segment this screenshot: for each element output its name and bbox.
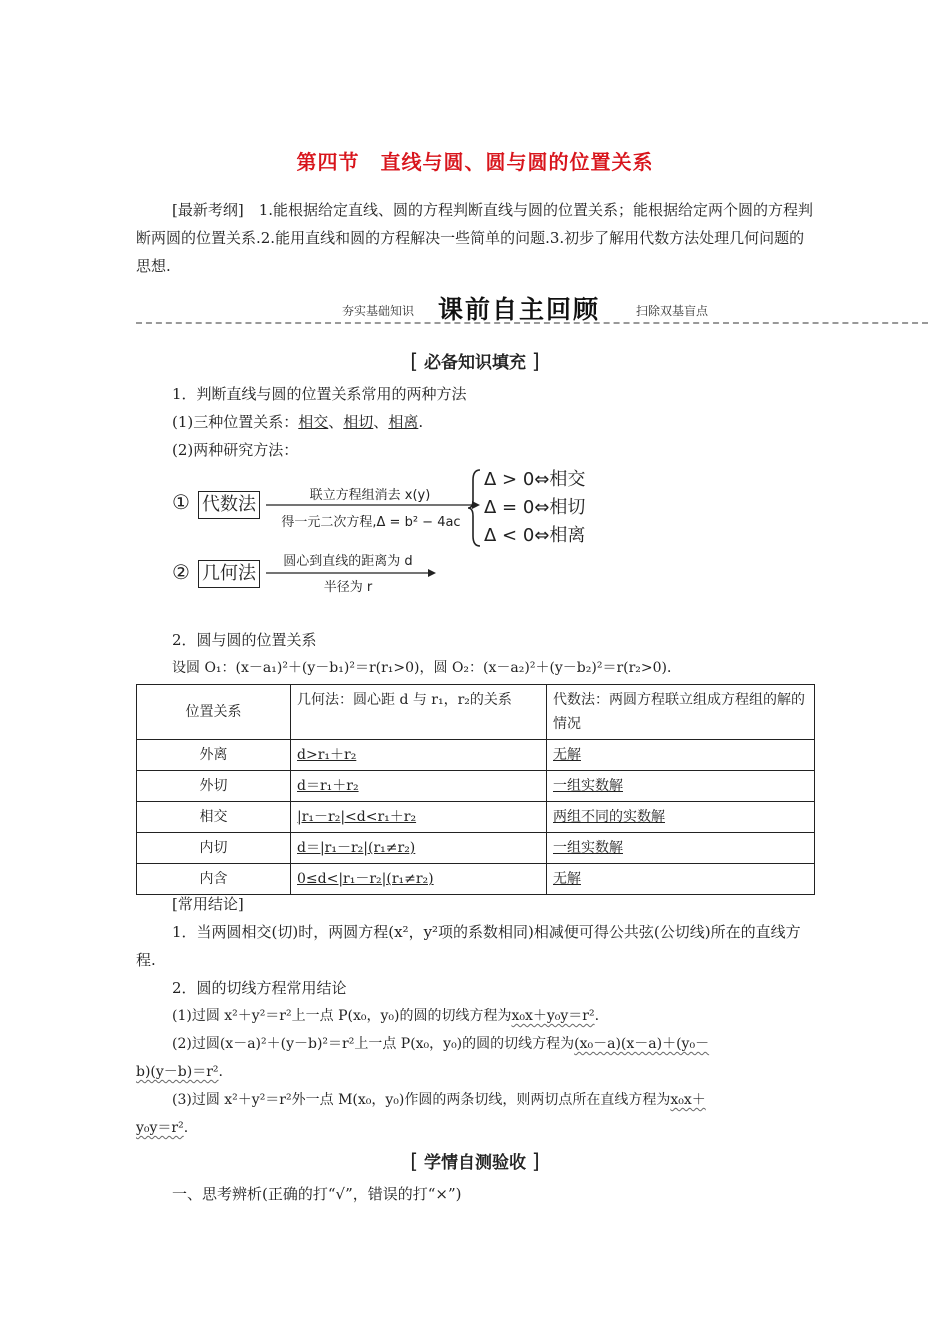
table-cell: 一组实数解	[553, 840, 623, 856]
item1-sub1: (1)三种位置关系：相交、相切、相离.	[172, 413, 424, 431]
conclusion-2-2: (2)过圆(x－a)²＋(y－b)²＝r²上一点 P(x₀，y₀)的圆的切线方程为(x₀－a)(x－a)＋(y₀－	[172, 1036, 710, 1052]
item1-sub2: (2)两种研究方法：	[172, 441, 299, 459]
syllabus	[136, 196, 816, 280]
table-header: 几何法：圆心距 d 与 r₁，r₂的关系	[291, 685, 547, 740]
table-header-row	[137, 685, 815, 740]
answer-2-1: x₀x＋y₀y＝r²	[511, 1008, 595, 1024]
selftest-item: 一、思考辨析(正确的打“√”，错误的打“×”)	[172, 1185, 462, 1203]
method2-arrow-bottom: 半径为 r	[323, 580, 373, 595]
conclusion-2-3-cont: y₀y＝r².	[136, 1120, 189, 1136]
table-cell: 内切	[137, 833, 291, 864]
table-cell: d＝r₁＋r₂	[297, 778, 359, 794]
table-cell: |r₁－r₂|<d<r₁＋r₂	[297, 809, 417, 825]
table-row	[137, 833, 815, 864]
method1-arrow	[262, 498, 482, 512]
table-cell: 一组实数解	[553, 778, 623, 794]
circle-relation-table	[136, 684, 815, 895]
item2-title: 2．圆与圆的位置关系	[172, 631, 317, 649]
table-cell: 外切	[137, 771, 291, 802]
band-left-text: 夯实基础知识	[342, 304, 415, 318]
method1-arrow-top: 联立方程组消去 x(y)	[309, 488, 431, 503]
syllabus-text: 1.能根据给定直线、圆的方程判断直线与圆的位置关系；能根据给定两个圆的方程判断两圆的位置关系.2.能用直线和圆的方程解决一些简单的问题.3.初步了解用代数方法处理几何问题的思想.	[136, 201, 814, 275]
table-cell: 两组不同的实数解	[553, 809, 665, 825]
table-cell: d>r₁＋r₂	[297, 747, 357, 763]
result-eq: Δ = 0⇔相切	[484, 497, 586, 518]
table-row	[137, 802, 815, 833]
answer-2-3-part2: y₀y＝r²	[136, 1120, 184, 1136]
table-cell: 0≤d<|r₁－r₂|(r₁≠r₂)	[297, 871, 434, 887]
band-right-text: 扫除双基盲点	[636, 304, 709, 318]
section-band	[136, 290, 928, 330]
item1-title: 1．判断直线与圆的位置关系常用的两种方法	[172, 385, 467, 403]
conclusion-2-3: (3)过圆 x²＋y²＝r²外一点 M(x₀，y₀)作圆的两条切线，则两切点所在直线方程为x₀x＋	[172, 1092, 706, 1108]
rel-separate: 相离	[388, 413, 419, 431]
conclusions-label: [常用结论]	[172, 895, 244, 913]
method2-arrow-top: 圆心到直线的距离为 d	[283, 554, 413, 569]
answer-2-3-part1: x₀x＋	[670, 1092, 706, 1108]
table-row	[137, 771, 815, 802]
syllabus-label: [最新考纲]	[172, 201, 244, 219]
method2-name: 几何法	[198, 560, 260, 588]
rel-intersect: 相交	[298, 413, 329, 431]
knowledge-heading: [ 必备知识填充 ]	[410, 349, 540, 373]
brace-icon	[466, 468, 482, 548]
table-cell: 外离	[137, 740, 291, 771]
selftest-heading: [ 学情自测验收 ]	[410, 1149, 540, 1173]
table-header: 位置关系	[137, 685, 291, 740]
conclusion-2-1: (1)过圆 x²＋y²＝r²上一点 P(x₀，y₀)的圆的切线方程为x₀x＋y₀y＝r².	[172, 1008, 600, 1024]
table-cell: 无解	[553, 747, 581, 763]
conclusion-2-title: 2．圆的切线方程常用结论	[172, 979, 347, 997]
method2-num: ②	[172, 560, 190, 584]
answer-2-2-part1: (x₀－a)(x－a)＋(y₀－	[574, 1036, 710, 1052]
conclusion-2-2-cont: b)(y－b)＝r².	[136, 1064, 223, 1080]
table-row	[137, 740, 815, 771]
method2-arrow	[262, 566, 438, 580]
method1-results	[484, 466, 585, 550]
band-divider	[136, 322, 928, 324]
method1-arrow-bottom: 得一元二次方程,Δ = b² − 4ac	[281, 515, 461, 530]
rel-tangent: 相切	[343, 413, 374, 431]
table-cell: 相交	[137, 802, 291, 833]
method1-num: ①	[172, 490, 190, 514]
table-header: 代数法：两圆方程联立组成方程组的解的情况	[547, 685, 815, 740]
table-cell: 内含	[137, 864, 291, 895]
result-lt: Δ < 0⇔相离	[484, 525, 586, 546]
band-title: 课前自主回顾	[438, 295, 601, 324]
result-gt: Δ > 0⇔相交	[484, 469, 586, 490]
answer-2-2-part2: b)(y－b)＝r²	[136, 1064, 219, 1080]
conclusion-1: 1．当两圆相交(切)时，两圆方程(x²，y²项的系数相同)相减便可得公共弦(公切线)所在的直线方程.	[136, 923, 801, 969]
table-cell: 无解	[553, 871, 581, 887]
method1-name: 代数法	[198, 491, 260, 519]
item2-setup: 设圆 O₁：(x－a₁)²＋(y－b₁)²＝r(r₁>0)，圆 O₂：(x－a₂)²＋(y－b₂)²＝r(r₂>0)．	[172, 660, 682, 676]
table-cell: d＝|r₁－r₂|(r₁≠r₂)	[297, 840, 416, 856]
page-title: 第四节 直线与圆、圆与圆的位置关系	[296, 150, 654, 174]
